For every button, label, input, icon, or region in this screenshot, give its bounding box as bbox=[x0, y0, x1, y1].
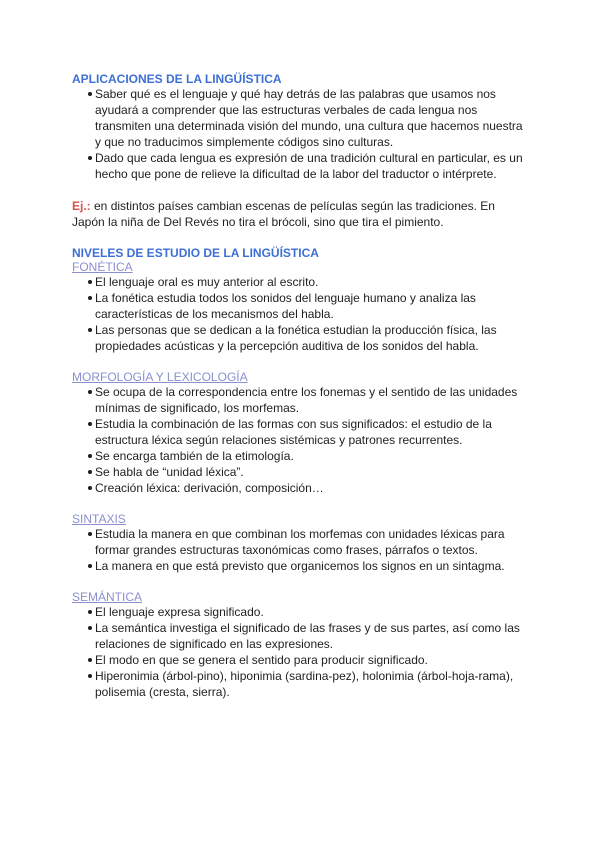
bullet-icon bbox=[88, 328, 92, 332]
bullet-icon bbox=[88, 390, 92, 394]
subheading-sintaxis: SINTAXIS bbox=[72, 512, 126, 526]
bullet-icon bbox=[88, 92, 92, 96]
list-item bbox=[72, 290, 528, 322]
list-item-text: Hiperonimia (árbol-pino), hiponimia (sardina-pez), holonimia (árbol-hoja-rama), polisemia (cresta, sierra). bbox=[95, 669, 514, 699]
document-page bbox=[72, 72, 528, 700]
list-item-text: Dado que cada lengua es expresión de una tradición cultural en particular, es un hecho que pone de relieve la dificultad de la labor del traductor o intérprete. bbox=[95, 151, 523, 181]
bullet-icon bbox=[88, 486, 92, 490]
list-item bbox=[72, 464, 528, 480]
bullet-icon bbox=[88, 610, 92, 614]
list-item-text: Saber qué es el lenguaje y qué hay detrás de las palabras que usamos nos ayudará a comprender que las estructuras verbales de cada lengua nos transmiten una determinada visión del mundo, una cultura que hacemos nuestra y que no traducimos simplemente códigos sino culturas. bbox=[95, 87, 523, 149]
subheading-semantica: SEMÁNTICA bbox=[72, 590, 143, 604]
list-item bbox=[72, 480, 528, 496]
list-item bbox=[72, 416, 528, 448]
list-item-text: Se habla de “unidad léxica”. bbox=[95, 465, 244, 479]
list-aplicaciones bbox=[72, 86, 528, 182]
list-item-text: Creación léxica: derivación, composición… bbox=[95, 481, 324, 495]
bullet-icon bbox=[88, 658, 92, 662]
list-item bbox=[72, 274, 528, 290]
list-item bbox=[72, 558, 528, 574]
bullet-icon bbox=[88, 454, 92, 458]
example-label: Ej.: bbox=[72, 199, 91, 213]
list-item bbox=[72, 620, 528, 652]
list-item bbox=[72, 604, 528, 620]
list-morfologia bbox=[72, 384, 528, 496]
bullet-icon bbox=[88, 564, 92, 568]
bullet-icon bbox=[88, 626, 92, 630]
list-item-text: Estudia la manera en que combinan los morfemas con unidades léxicas para formar grandes estructuras taxonómicas como frases, párrafos o textos. bbox=[95, 527, 505, 557]
subheading-morfologia: MORFOLOGÍA Y LEXICOLOGÍA bbox=[72, 370, 248, 384]
example-paragraph bbox=[72, 198, 528, 230]
example-text: en distintos países cambian escenas de películas según las tradiciones. En Japón la niña de Del Revés no tira el brócoli, sino que tira el pimiento. bbox=[72, 199, 495, 229]
list-item-text: Se encarga también de la etimología. bbox=[95, 449, 294, 463]
list-item-text: La manera en que está previsto que organicemos los signos en un sintagma. bbox=[95, 559, 505, 573]
bullet-icon bbox=[88, 470, 92, 474]
bullet-icon bbox=[88, 674, 92, 678]
subheading-fonetica: FONÉTICA bbox=[72, 260, 133, 274]
bullet-icon bbox=[88, 422, 92, 426]
bullet-icon bbox=[88, 532, 92, 536]
list-item-text: Las personas que se dedican a la fonética estudian la producción física, las propiedades acústicas y la percepción auditiva de los sonidos del habla. bbox=[95, 323, 497, 353]
list-item-text: La semántica investiga el significado de las frases y de sus partes, así como las relaciones de significado en las expresiones. bbox=[95, 621, 520, 651]
list-item bbox=[72, 322, 528, 354]
list-item-text: La fonética estudia todos los sonidos del lenguaje humano y analiza las características de los mecanismos del habla. bbox=[95, 291, 476, 321]
list-semantica bbox=[72, 604, 528, 700]
list-item-text: El modo en que se genera el sentido para producir significado. bbox=[95, 653, 428, 667]
list-item bbox=[72, 652, 528, 668]
heading-niveles: NIVELES DE ESTUDIO DE LA LINGÜÍSTICA bbox=[72, 246, 319, 260]
list-item bbox=[72, 448, 528, 464]
list-item-text: Se ocupa de la correspondencia entre los fonemas y el sentido de las unidades mínimas de significado, los morfemas. bbox=[95, 385, 518, 415]
bullet-icon bbox=[88, 280, 92, 284]
list-fonetica bbox=[72, 274, 528, 354]
list-item bbox=[72, 668, 528, 700]
list-item-text: El lenguaje expresa significado. bbox=[95, 605, 264, 619]
list-item bbox=[72, 86, 528, 150]
bullet-icon bbox=[88, 156, 92, 160]
list-sintaxis bbox=[72, 526, 528, 574]
list-item bbox=[72, 150, 528, 182]
heading-aplicaciones: APLICACIONES DE LA LINGÜÍSTICA bbox=[72, 72, 282, 86]
list-item bbox=[72, 526, 528, 558]
list-item bbox=[72, 384, 528, 416]
list-item-text: El lenguaje oral es muy anterior al escrito. bbox=[95, 275, 319, 289]
bullet-icon bbox=[88, 296, 92, 300]
list-item-text: Estudia la combinación de las formas con sus significados: el estudio de la estructura léxica según relaciones sistémicas y patrones recurrentes. bbox=[95, 417, 492, 447]
